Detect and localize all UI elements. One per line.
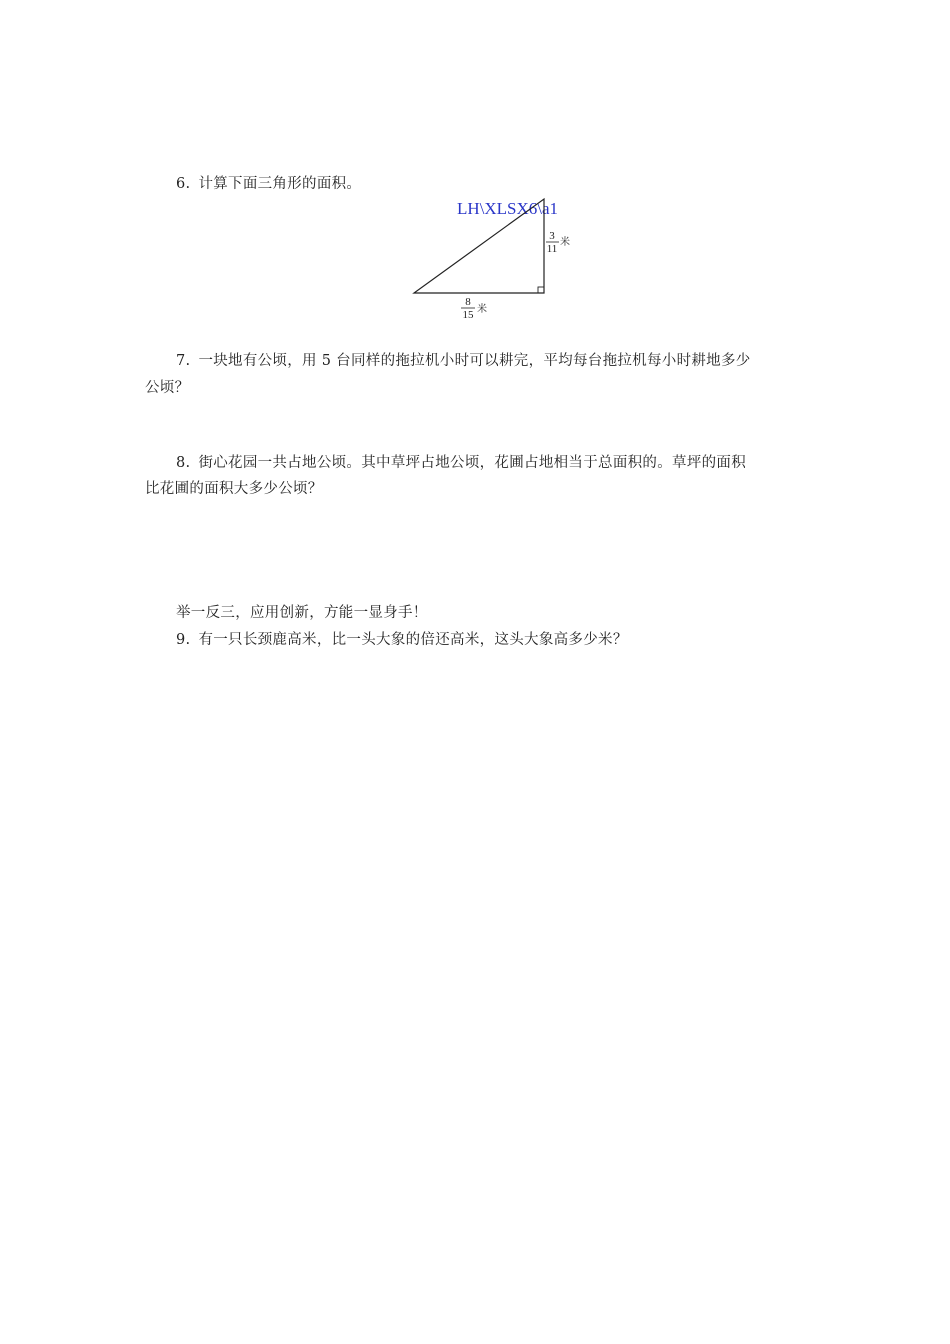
question-7-text-1: 一块地有公顷，用 5 台同样的拖拉机小时可以耕完，平均每台拖拉机每小时耕地多少 — [198, 353, 751, 369]
question-8-number: 8. — [176, 455, 191, 471]
question-8-line-2: 比花圃的面积大多少公顷？ — [145, 481, 323, 497]
base-numerator: 8 — [465, 296, 471, 308]
question-7-number: 7. — [176, 353, 191, 369]
height-label — [546, 230, 570, 255]
question-8-text-1: 街心花园一共占地公顷。其中草坪占地公顷，花圃占地相当于总面积的。草坪的面积 — [198, 455, 747, 471]
question-8-line-1 — [176, 453, 746, 473]
right-triangle-figure — [400, 193, 580, 325]
question-6-number: 6. — [176, 176, 191, 192]
right-angle-marker — [538, 287, 544, 293]
height-denominator: 11 — [546, 243, 558, 255]
section-heading: 举一反三，应用创新，方能一显身手！ — [176, 605, 428, 621]
question-7-line-2: 公顷？ — [145, 380, 190, 396]
question-7-line-1 — [176, 351, 751, 371]
base-label — [461, 296, 487, 321]
question-9-number: 9. — [176, 632, 191, 648]
question-9-text: 有一只长颈鹿高米，比一头大象的倍还高米，这头大象高多少米？ — [198, 632, 628, 648]
base-denominator: 15 — [462, 309, 474, 321]
question-6-text: 计算下面三角形的面积。 — [198, 176, 362, 192]
figure-watermark: LH\XLSX6\a1 — [457, 199, 559, 218]
question-9 — [176, 630, 628, 650]
height-numerator: 3 — [549, 230, 555, 242]
height-unit: 米 — [560, 237, 570, 248]
base-unit: 米 — [477, 304, 487, 315]
question-6 — [176, 174, 361, 194]
